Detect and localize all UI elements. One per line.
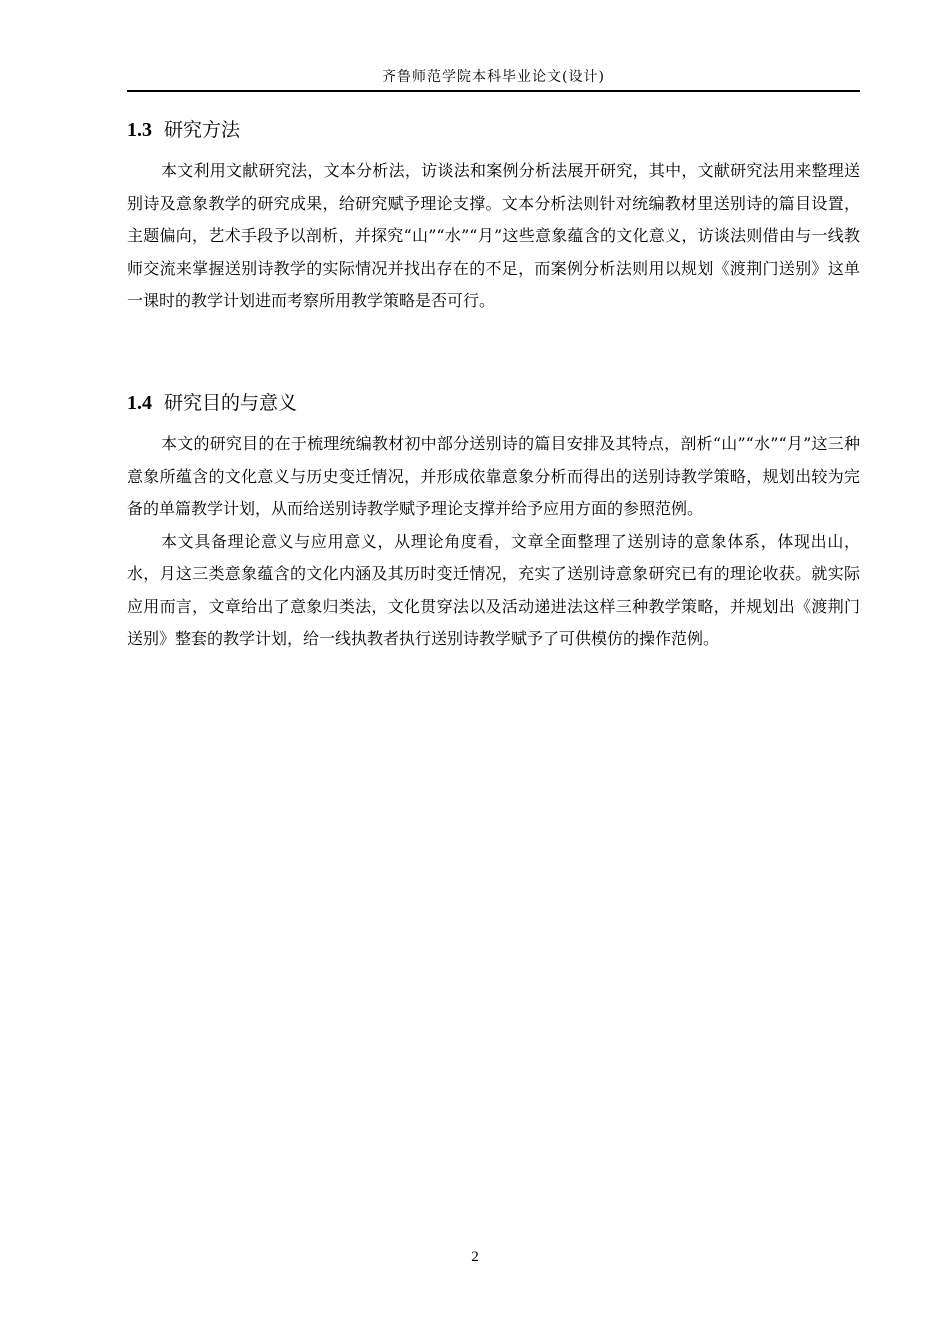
section-research-methods — [127, 117, 860, 318]
header-title: 齐鲁师范学院本科毕业论文(设计) — [382, 69, 605, 85]
section-heading — [127, 117, 860, 143]
section-title: 研究目的与意义 — [164, 392, 298, 414]
paragraph: 本文的研究目的在于梳理统编教材初中部分送别诗的篇目安排及其特点，剖析“山”“水”“月”这三种意象所蕴含的文化意义与历史变迁情况，并形成依靠意象分析而得出的送别诗教学策略，规划出较为完备的单篇教学计划，从而给送别诗教学赋予理论支撑并给予应用方面的参照范例。 — [127, 434, 860, 518]
section-body — [127, 155, 860, 318]
section-body — [127, 428, 860, 656]
section-heading — [127, 390, 860, 416]
section-title: 研究方法 — [164, 119, 241, 141]
section-research-purpose — [127, 390, 860, 656]
section-number: 1.3 — [127, 119, 152, 141]
paragraph: 本文具备理论意义与应用意义，从理论角度看，文章全面整理了送别诗的意象体系，体现出山，水，月这三类意象蕴含的文化内涵及其历时变迁情况，充实了送别诗意象研究已有的理论收获。就实际应用而言，文章给出了意象归类法，文化贯穿法以及活动递进法这样三种教学策略，并规划出《渡荆门送别》整套的教学计划，给一线执教者执行送别诗教学赋予了可供模仿的操作范例。 — [127, 531, 860, 648]
paragraph: 本文利用文献研究法，文本分析法，访谈法和案例分析法展开研究，其中，文献研究法用来整理送别诗及意象教学的研究成果，给研究赋予理论支撑。文本分析法则针对统编教材里送别诗的篇目设置，主题偏向，艺术手段予以剖析，并探究“山”“水”“月”这些意象蕴含的文化意义，访谈法则借由与一线教师交流来掌握送别诗教学的实际情况并找出存在的不足，而案例分析法则用以规划《渡荆门送别》这单一课时的教学计划进而考察所用教学策略是否可行。 — [127, 161, 860, 310]
section-number: 1.4 — [127, 392, 152, 414]
page-header — [127, 66, 860, 92]
page-number: 2 — [471, 1249, 479, 1265]
